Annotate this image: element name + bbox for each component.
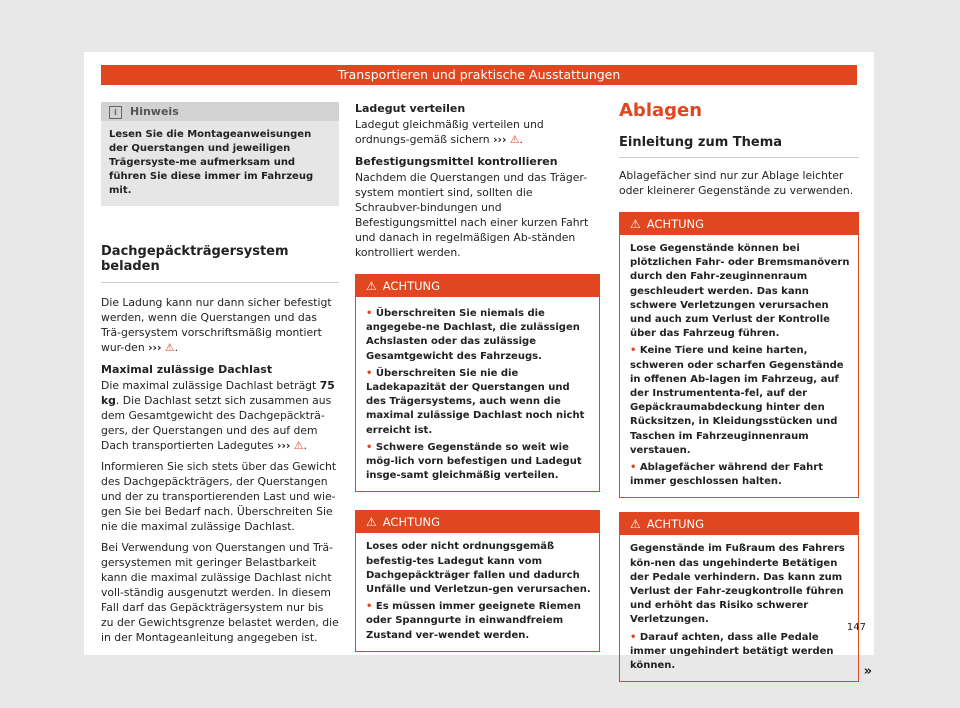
column-middle xyxy=(355,102,600,652)
warning-box xyxy=(619,512,872,682)
paragraph: Informieren Sie sich stets über das Gewicht des Dachgepäckträgers, der Querstangen und der zu transportierenden Last und wie-gen Sie bei Bedarf nach. Überschreiten Sie nie die maximal zulässige Dachlast. xyxy=(101,460,337,533)
page-number: 147 xyxy=(846,622,866,633)
warning-triangle-icon: ⚠ xyxy=(164,341,175,354)
list-item: • Überschreiten Sie nie die Ladekapazität der Querstangen und des Trägersystems, auch wenn die maximal zulässige Dachlast noch nicht erreicht ist. xyxy=(366,367,585,436)
section-title: Dachgepäckträgersystem beladen xyxy=(101,244,289,274)
hinweis-title: Hinweis xyxy=(130,105,179,118)
paragraph: Bei Verwendung von Querstangen und Trä-gersystemen mit geringer Belastbarkeit kann die maximal zulässige Dachlast nicht voll-ständig ausgenutzt werden. In diesem Fall darf das Gepäckträgersystem nur bis zu der Gewichtsgrenze belastet werden, die in der Montageanleitung angegeben ist. xyxy=(101,541,339,644)
subheading: Maximal zulässige Dachlast xyxy=(101,363,273,376)
reference-arrow[interactable]: ››› xyxy=(148,341,162,354)
hinweis-header xyxy=(101,102,339,121)
list-item: • Keine Tiere und keine harten, schweren oder scharfen Gegenstände in offenen Ab-lagen im Fahrzeug, auf der Instrumententa-fel, auf der Gepäckraumabdeckung hinter den Rücksitzen, in Kleidungsstücken und Taschen im Fahrzeuginnenraum verstauen. xyxy=(630,345,844,456)
reference-arrow[interactable]: ››› xyxy=(277,439,291,452)
chapter-title: Ablagen xyxy=(619,100,703,121)
paragraph: Ablagefächer sind nur zur Ablage leichter oder kleinerer Gegenstände zu verwenden. xyxy=(619,169,854,197)
warning-box xyxy=(619,212,859,498)
column-right xyxy=(619,100,872,682)
list-item: • Es müssen immer geeignete Riemen oder Spanngurte in einwandfreiem Zustand ver-wendet werden. xyxy=(366,601,581,641)
column-left xyxy=(101,102,339,645)
warning-triangle-icon: ⚠ xyxy=(366,515,377,530)
warning-header: ⚠ ACHTUNG xyxy=(620,513,858,535)
warning-body xyxy=(356,533,599,650)
section-title: Einleitung zum Thema xyxy=(619,135,783,150)
list-item: • Überschreiten Sie niemals die angegebe-ne Dachlast, die zulässigen Achslasten oder das zulässige Gesamtgewicht des Fahrzeugs. xyxy=(366,308,580,362)
manual-page xyxy=(84,52,874,680)
warning-header: ⚠ ACHTUNG xyxy=(620,213,858,235)
warning-box xyxy=(355,274,600,492)
list-item: • Schwere Gegenstände so weit wie mög-lich vorn befestigen und Ladegut insge-samt gleichmäßig verteilen. xyxy=(366,441,582,482)
chapter-header: Transportieren und praktische Ausstattungen xyxy=(101,65,857,85)
paragraph: Die Ladung kann nur dann sicher befestigt werden, wenn die Querstangen und das Trä-gersystem vorschriftsmäßig montiert wur-den ››› ⚠. xyxy=(101,296,332,354)
warning-header: ⚠ ACHTUNG xyxy=(356,275,599,297)
subheading: Ladegut verteilen xyxy=(355,102,466,115)
warning-header: ⚠ ACHTUNG xyxy=(356,511,599,533)
list-item: • Ablagefächer während der Fahrt immer geschlossen halten. xyxy=(630,462,824,488)
warning-body xyxy=(620,535,858,681)
hinweis-text: Lesen Sie die Montageanweisungen der Querstangen und jeweiligen Trägersyste-me aufmerksam und führen Sie diese immer im Fahrzeug mit. xyxy=(109,129,314,196)
warning-text: Lose Gegenstände können bei plötzlichen Fahr- oder Bremsmanövern durch den Fahr-zeuginnenraum geschleudert werden. Das kann schwere Verletzungen verursachen und auch zum Verlust der Kontrolle über das Fahrzeug führen. xyxy=(630,243,850,340)
warning-body xyxy=(620,235,858,497)
info-icon: i xyxy=(109,106,122,119)
paragraph: Die maximal zulässige Dachlast beträgt 75 kg. Die Dachlast setzt sich zusammen aus dem Gesamtgewicht des Dachgepäckträ-gers, der Querstangen und des auf dem Dach transportierten Ladegutes ››› ⚠. xyxy=(101,379,335,452)
list-item: • Darauf achten, dass alle Pedale immer ungehindert betätigt werden können. xyxy=(630,631,834,672)
hinweis-box xyxy=(101,102,339,206)
warning-triangle-icon: ⚠ xyxy=(630,217,641,231)
warning-triangle-icon: ⚠ xyxy=(366,279,377,293)
reference-arrow[interactable]: ››› xyxy=(493,133,507,146)
warning-text: Gegenstände im Fußraum des Fahrers kön-nen das ungehinderte Betätigen der Pedale verhindern. Das kann zum Verlust der Fahr-zeugkontrolle führen und erhöht das Risiko schwerer Verletzungen. xyxy=(630,543,845,626)
continue-marker: » xyxy=(863,664,872,680)
warning-text: Loses oder nicht ordnungsgemäß befestig-tes Ladegut kann vom Dachgepäckträger fallen und dadurch Unfälle und Verletzun-gen verursachen. xyxy=(366,541,591,596)
paragraph: Nachdem die Querstangen und das Träger-system montiert sind, sollten die Schraubver-bindungen und Befestigungsmittel nach einer kurzen Fahrt und danach in regelmäßigen Ab-ständen kontrolliert werden. xyxy=(355,171,589,259)
warning-triangle-icon: ⚠ xyxy=(630,517,641,532)
paragraph: Ladegut gleichmäßig verteilen und ordnungs-gemäß sichern ››› ⚠. xyxy=(355,118,544,146)
subheading: Befestigungsmittel kontrollieren xyxy=(355,155,558,168)
warning-triangle-icon: ⚠ xyxy=(293,439,304,452)
warning-box xyxy=(355,510,600,651)
warning-triangle-icon: ⚠ xyxy=(509,133,520,146)
warning-body xyxy=(356,297,599,491)
